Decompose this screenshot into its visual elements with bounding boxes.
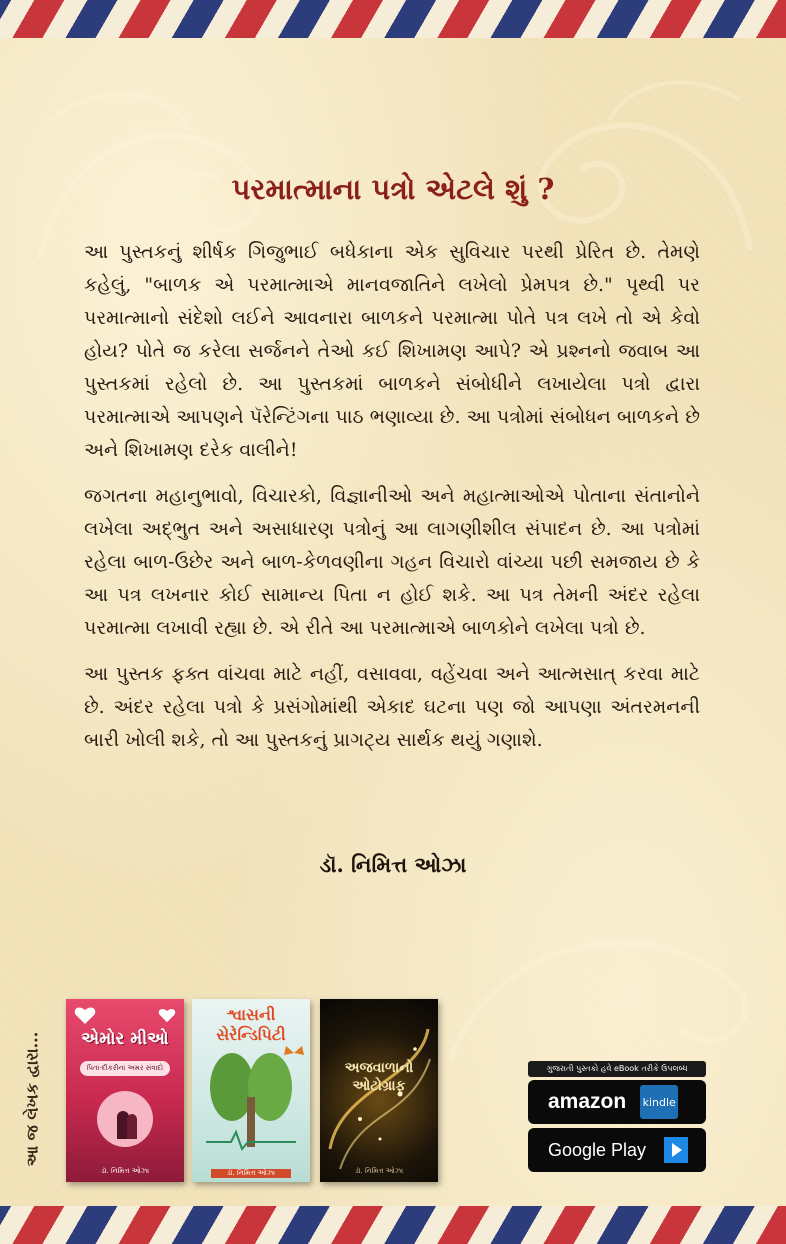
- amazon-logo-text: amazon: [548, 1090, 627, 1113]
- paragraph-2: જગતના મહાનુભાવો, વિચારકો, વિજ્ઞાનીઓ અને મહાત્માઓએ પોતાના સંતાનોને લખેલા અદ્ભુત અને અસાધારણ પત્રોનું આ લાગણીશીલ સંપાદન છે. આ પત્રોમાં રહેલા બાળ-ઉછેર અને બાળ-કેળવણીના ગહન વિચારો વાંચ્યા પછી સમજાય છે કે આ પત્ર લખનાર કોઈ સામાન્ય પિતા ન હોઈ શકે. આ પત્ર તેમની અંદર રહેલા પરમાત્મા લખાવી રહ્યા છે. એ રીતે આ પરમાત્માએ બાળકોને લખેલા પત્રો છે.: [84, 485, 700, 639]
- swirl-ornament-bottom: [440, 890, 760, 1080]
- book-author: ડૉ. નિમિત્ત ઓઝા: [100, 1167, 150, 1175]
- lungs-tree-illustration: [206, 1047, 296, 1157]
- paragraph-1: આ પુસ્તકનું શીર્ષક ગિજુભાઈ બધેકાના એક સુવિચાર પરથી પ્રેરિત છે. તેમણે કહેલું, "બાળક એ પરમાત્માએ માનવજાતિને લખેલો પ્રેમપત્ર છે." પૃથ્વી પર પરમાત્માનો સંદેશો લઈને આવનારા બાળકને પરમાત્મા પોતે પત્ર લખે તો એ કેવો હોય? પોતે જ કરેલા સર્જનને તેઓ કઈ શિખામણ આપે? એ પ્રશ્નનો જવાબ આ પુસ્તકમાં રહેલો છે. આ પુસ્તકમાં બાળકને સંબોધીને લખાયેલા પત્રો દ્વારા પરમાત્માએ આપણને પૅરેન્ટિંગના પાઠ ભણાવ્યા છે. આ પત્રોમાં સંબોધન બાળકને છે અને શિખામણ દરેક વાલીને!: [84, 241, 700, 461]
- amazon-kindle-badge[interactable]: [528, 1080, 706, 1124]
- book-title: એમોર મીઓ: [81, 1029, 169, 1049]
- author-signature: ડૉ. નિમિત્ત ઓઝા: [319, 852, 467, 877]
- google-play-books-icon: [660, 1135, 692, 1165]
- google-play-badge[interactable]: [528, 1128, 706, 1172]
- book-subtitle: પિતા-દીકરીના અમર સંવાદો: [80, 1061, 170, 1076]
- heart-icon: [158, 1007, 176, 1023]
- book-title: અજવાળાનો ઓટોગ્રાફ: [344, 1060, 414, 1094]
- google-play-text: Google Play: [548, 1139, 647, 1160]
- airmail-border-bottom: [0, 1206, 786, 1244]
- book-author: ડૉ. નિમિત્ત ઓઝા: [354, 1167, 404, 1175]
- same-author-label: [12, 1014, 52, 1184]
- same-author-label-text: આ જ લેખક દ્વારા...: [22, 1031, 42, 1167]
- heart-icon: [74, 1005, 96, 1025]
- butterfly-icon: [284, 1045, 304, 1061]
- book-cover-shwasni-serendipity[interactable]: [192, 999, 310, 1182]
- book-cover-ajvalano-autograph[interactable]: [320, 999, 438, 1182]
- airmail-border-top: [0, 0, 786, 38]
- paragraph-3: આ પુસ્તક ફક્ત વાંચવા માટે નહીં, વસાવવા, વહેંચવા અને આત્મસાત્ કરવા માટે છે. અંદર રહેલા પત્રો કે પ્રસંગોમાંથી એકાદ ઘટના પણ જો આપણા અંતરમનની બારી ખોલી શકે, તો આ પુસ્તકનું પ્રાગટ્ય સાર્થક થયું ગણાશે.: [84, 663, 700, 751]
- page-title: પરમાત્માના પત્રો એટલે શું ?: [231, 172, 555, 206]
- book-title: શ્વાસની સેરેન્ડિપિટી: [216, 1005, 286, 1044]
- couple-illustration: [95, 1089, 155, 1149]
- body-text: [84, 236, 700, 770]
- kindle-icon: kindle: [640, 1085, 678, 1119]
- ebook-caption: ગુજરાતી પુસ્તકો હવે eBook તરીકે ઉપલબ્ધ: [528, 1061, 706, 1077]
- book-author: ડૉ. નિમિત્ત ઓઝા: [211, 1169, 291, 1178]
- book-cover-amor-mio[interactable]: [66, 999, 184, 1182]
